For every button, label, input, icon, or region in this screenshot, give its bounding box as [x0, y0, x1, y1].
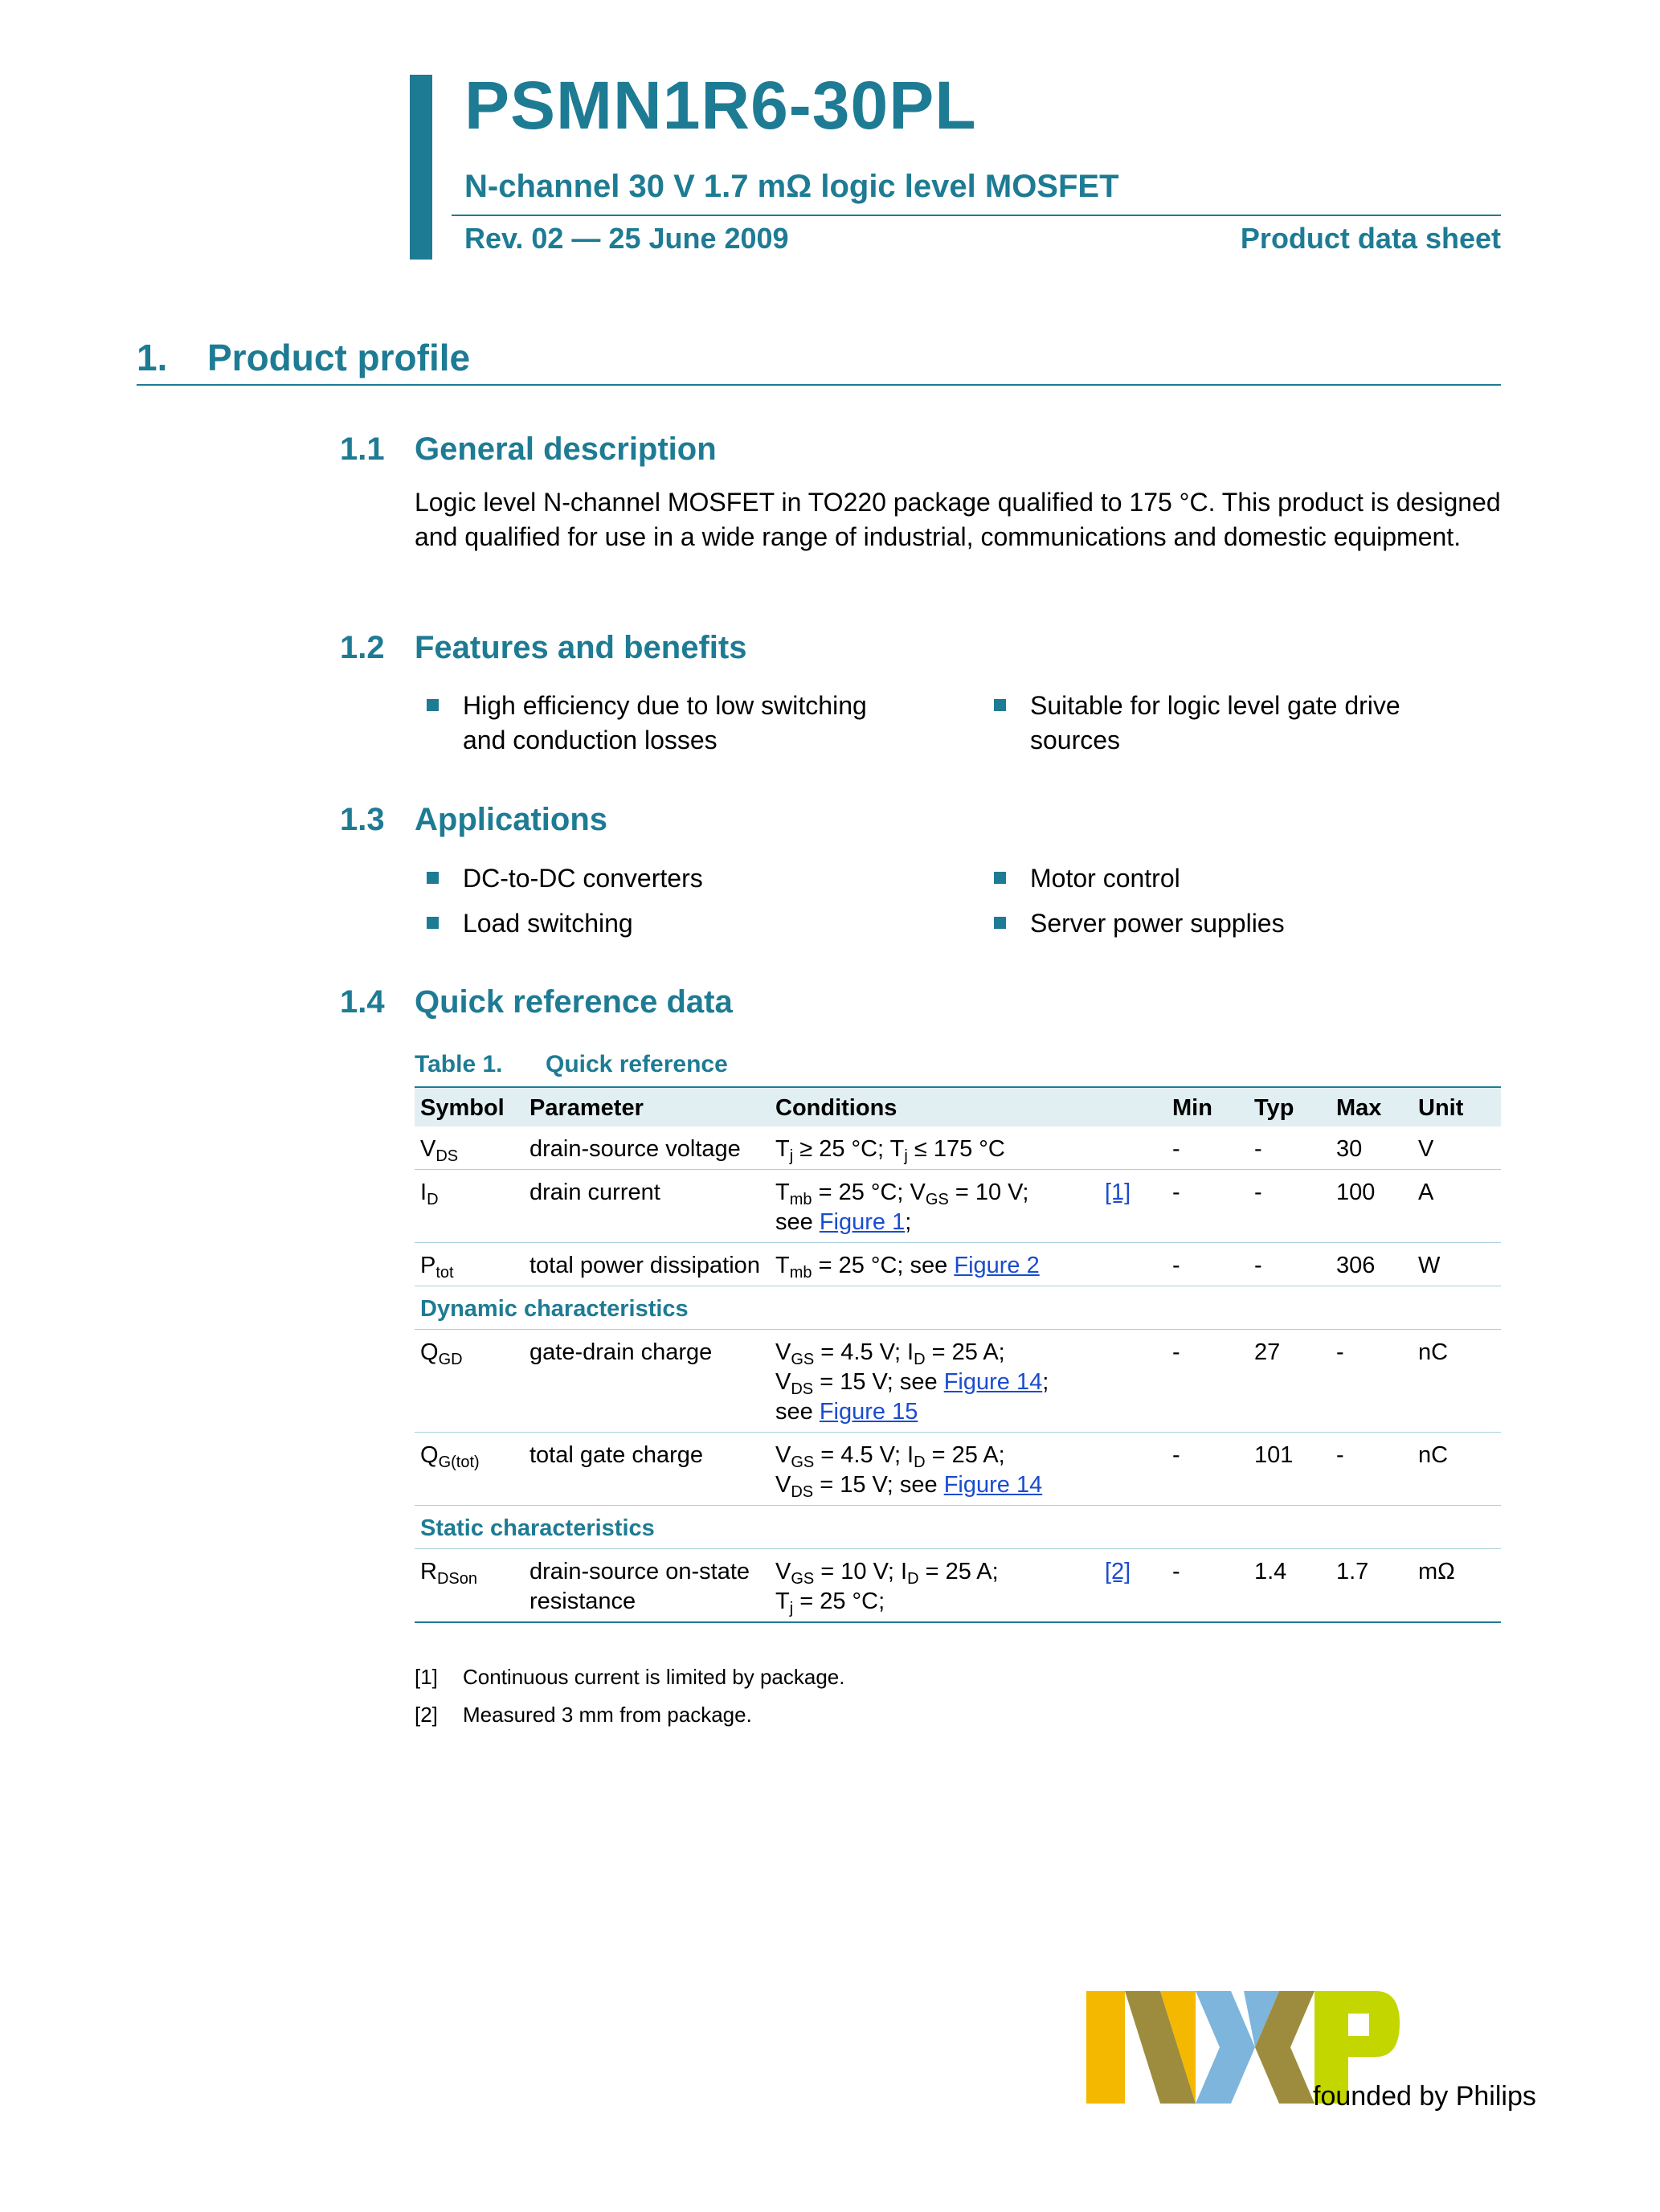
- note-cell: [1099, 1330, 1167, 1433]
- table-section-row: [415, 1286, 1501, 1330]
- typ-cell: -: [1249, 1170, 1331, 1243]
- symbol-cell: $I_D$: [415, 1170, 524, 1243]
- column-header: Max: [1331, 1087, 1413, 1126]
- application-item: Motor control: [994, 861, 1508, 897]
- revision-date: Rev. 02 — 25 June 2009: [464, 222, 789, 255]
- figure-14-link[interactable]: Figure 14: [943, 1472, 1043, 1498]
- bullet-square-icon: [994, 917, 1006, 929]
- symbol-cell: $Q_{G(tot)}$: [415, 1433, 524, 1506]
- subsection-number: 1.4: [340, 984, 385, 1020]
- typ-cell: -: [1249, 1243, 1331, 1286]
- bullet-square-icon: [427, 699, 439, 711]
- conditions-cell: $V_{GS} = 4.5$ V; $I_D = 25$ A; $V_{DS} = 15$ V; see Figure 14: [770, 1433, 1099, 1506]
- table-row: [415, 1243, 1501, 1286]
- document-title: PSMN1R6-30PL: [464, 67, 977, 143]
- subsection-title: Features and benefits: [415, 630, 747, 665]
- table-header-row: [415, 1087, 1501, 1126]
- unit-cell: V: [1413, 1126, 1501, 1170]
- unit-cell: A: [1413, 1170, 1501, 1243]
- note-cell: [1099, 1549, 1167, 1623]
- max-cell: 100: [1331, 1170, 1413, 1243]
- document-subtitle: N-channel 30 V 1.7 mΩ logic level MOSFET: [464, 169, 1119, 204]
- column-header: Unit: [1413, 1087, 1501, 1126]
- conditions-cell: $T_j \ge 25$ °C; $T_j \le 175$ °C: [770, 1126, 1099, 1170]
- column-header: Typ: [1249, 1087, 1331, 1126]
- header-divider: [452, 215, 1501, 216]
- parameter-cell: total gate charge: [524, 1433, 770, 1506]
- parameter-cell: drain current: [524, 1170, 770, 1243]
- max-cell: -: [1331, 1433, 1413, 1506]
- column-header: Symbol: [415, 1087, 524, 1126]
- table-row: [415, 1170, 1501, 1243]
- application-item: DC-to-DC converters: [427, 861, 957, 897]
- note-cell: [1099, 1170, 1167, 1243]
- footnote-ref: [2]: [415, 1703, 438, 1727]
- table-row: [415, 1433, 1501, 1506]
- column-header: Conditions: [770, 1087, 1167, 1126]
- dynamic-characteristics-label: Dynamic characteristics: [415, 1286, 1501, 1330]
- static-characteristics-label: Static characteristics: [415, 1506, 1501, 1549]
- typ-cell: 27: [1249, 1330, 1331, 1433]
- symbol-cell: $V_{DS}$: [415, 1126, 524, 1170]
- table-section-row: [415, 1506, 1501, 1549]
- footnote: [415, 1665, 1218, 1691]
- footnote-2-link[interactable]: [2]: [1105, 1559, 1131, 1584]
- figure-14-link[interactable]: Figure 14: [943, 1369, 1043, 1395]
- conditions-cell: $T_{mb} = 25$ °C; $V_{GS} = 10$ V; see Figure 1;: [770, 1170, 1099, 1243]
- note-cell: [1099, 1126, 1167, 1170]
- application-item: Load switching: [427, 906, 957, 942]
- min-cell: -: [1167, 1126, 1249, 1170]
- bullet-square-icon: [427, 872, 439, 884]
- header-accent-bar: [410, 75, 432, 260]
- note-cell: [1099, 1243, 1167, 1286]
- figure-1-link[interactable]: Figure 1: [819, 1209, 906, 1235]
- subsection-number: 1.1: [340, 431, 385, 467]
- document-type: Product data sheet: [1240, 222, 1501, 255]
- unit-cell: nC: [1413, 1433, 1501, 1506]
- note-cell: [1099, 1433, 1167, 1506]
- table-row: [415, 1330, 1501, 1433]
- table-row: [415, 1549, 1501, 1623]
- max-cell: 306: [1331, 1243, 1413, 1286]
- application-item: Server power supplies: [994, 906, 1508, 942]
- conditions-cell: $V_{GS} = 10$ V; $I_D = 25$ A; $T_j = 25$ °C;: [770, 1549, 1099, 1623]
- table-title: Quick reference: [546, 1051, 728, 1077]
- parameter-cell: gate-drain charge: [524, 1330, 770, 1433]
- section-divider: [137, 384, 1501, 386]
- parameter-cell: total power dissipation: [524, 1243, 770, 1286]
- subsection-title: Applications: [415, 802, 608, 837]
- footnote: [415, 1703, 1218, 1728]
- min-cell: -: [1167, 1170, 1249, 1243]
- max-cell: -: [1331, 1330, 1413, 1433]
- subsection-number: 1.3: [340, 802, 385, 837]
- footnote-1-link[interactable]: [1]: [1105, 1180, 1131, 1205]
- quick-reference-table: [415, 1086, 1501, 1623]
- table-label: Table 1.: [415, 1051, 503, 1077]
- section-title: Product profile: [207, 337, 471, 378]
- typ-cell: -: [1249, 1126, 1331, 1170]
- footnote-text: Continuous current is limited by package.: [463, 1665, 845, 1689]
- min-cell: -: [1167, 1433, 1249, 1506]
- figure-2-link[interactable]: Figure 2: [954, 1253, 1040, 1278]
- max-cell: 1.7: [1331, 1549, 1413, 1623]
- footnote-ref: [1]: [415, 1665, 438, 1689]
- unit-cell: W: [1413, 1243, 1501, 1286]
- logo-tagline: founded by Philips: [1313, 2081, 1536, 2112]
- bullet-square-icon: [994, 699, 1006, 711]
- min-cell: -: [1167, 1243, 1249, 1286]
- subsection-title: Quick reference data: [415, 984, 733, 1020]
- column-header: Parameter: [524, 1087, 770, 1126]
- unit-cell: mΩ: [1413, 1549, 1501, 1623]
- feature-item: Suitable for logic level gate drive sources: [994, 689, 1508, 761]
- min-cell: -: [1167, 1549, 1249, 1623]
- section-number: 1.: [137, 337, 168, 378]
- max-cell: 30: [1331, 1126, 1413, 1170]
- symbol-cell: $R_{DSon}$: [415, 1549, 524, 1623]
- feature-item: High efficiency due to low switching and conduction losses: [427, 689, 957, 761]
- table-row: [415, 1126, 1501, 1170]
- conditions-cell: $V_{GS} = 4.5$ V; $I_D = 25$ A; $V_{DS} = 15$ V; see Figure 14; see Figure 15: [770, 1330, 1099, 1433]
- column-header: Min: [1167, 1087, 1249, 1126]
- typ-cell: 1.4: [1249, 1549, 1331, 1623]
- figure-15-link[interactable]: Figure 15: [819, 1399, 918, 1425]
- bullet-square-icon: [427, 917, 439, 929]
- parameter-cell: drain-source voltage: [524, 1126, 770, 1170]
- min-cell: -: [1167, 1330, 1249, 1433]
- parameter-cell: drain-source on-state resistance: [524, 1549, 770, 1623]
- unit-cell: nC: [1413, 1330, 1501, 1433]
- symbol-cell: $P_{tot}$: [415, 1243, 524, 1286]
- subsection-number: 1.2: [340, 630, 385, 665]
- table-caption: [415, 1051, 728, 1078]
- general-description-text: Logic level N-channel MOSFET in TO220 package qualified to 175 °C. This product is designed and qualified for use in a wide range of industrial, communications and domestic equipment.: [415, 488, 1501, 551]
- bullet-square-icon: [994, 872, 1006, 884]
- subsection-title: General description: [415, 431, 717, 467]
- nxp-logo: [1086, 1991, 1536, 2113]
- conditions-cell: $T_{mb} = 25$ °C; see Figure 2: [770, 1243, 1099, 1286]
- footnote-text: Measured 3 mm from package.: [463, 1703, 752, 1727]
- symbol-cell: $Q_{GD}$: [415, 1330, 524, 1433]
- typ-cell: 101: [1249, 1433, 1331, 1506]
